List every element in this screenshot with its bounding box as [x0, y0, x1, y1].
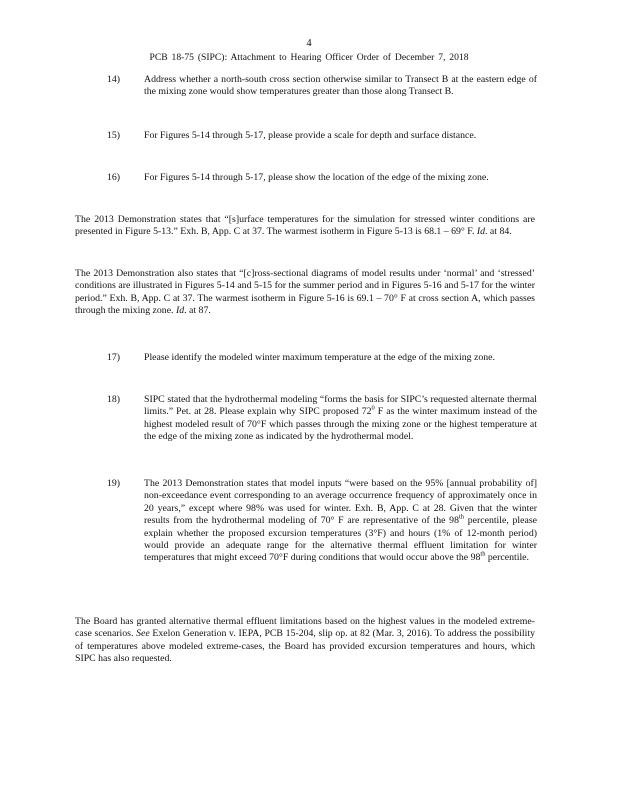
item-text: [144, 478, 537, 565]
item-number: 16): [107, 172, 121, 183]
superscript: 0: [371, 405, 375, 413]
numbered-item-18: [107, 394, 537, 444]
item-text: For Figures 5-14 through 5-17, please show the location of the edge of the mixing zone.: [144, 172, 489, 183]
item-text: For Figures 5-14 through 5-17, please provide a scale for depth and surface distance.: [144, 130, 477, 141]
citation-id: Id: [175, 305, 185, 317]
running-header: PCB 18-75 (SIPC): Attachment to Hearing Officer Order of December 7, 2018: [149, 52, 469, 63]
numbered-item-16: [107, 172, 537, 184]
numbered-item-15: [107, 130, 537, 142]
body-paragraph-2: [75, 268, 535, 318]
item-text-part: percentile.: [485, 552, 529, 564]
body-paragraph-1: [75, 214, 535, 239]
item-text-part: percentile, please explain whether the proposed excursion temperatures (3°F) and hours (1% of 12-month period) would provide an adequate range for the alternative thermal effluent limitation for winter temperatures that might exceed 70°F during conditions that would occur above the 98: [144, 515, 537, 564]
page-number: 4: [306, 38, 312, 49]
paragraph-text: The Board has granted alternative thermal effluent limitations based on the highest values in the modeled extreme-case scenarios.: [75, 616, 535, 640]
paragraph-text: Exelon Generation v. IEPA, PCB 15-204, slip op. at 82 (Mar. 3, 2016). To address the possibility of temperatures above modeled extreme-cases, the Board has provided excursion temperatures and hours, which SIPC has also requested.: [75, 628, 535, 665]
item-number: 17): [107, 352, 121, 363]
signal-see: See: [136, 628, 150, 640]
item-text: Please identify the modeled winter maximum temperature at the edge of the mixing zone.: [144, 352, 495, 363]
citation-rest: . at 87.: [184, 305, 211, 317]
item-number: 19): [107, 478, 121, 489]
body-paragraph-3: [75, 616, 535, 666]
numbered-item-14: [107, 74, 537, 99]
citation-rest: . at 84.: [485, 226, 512, 238]
paragraph-text: The 2013 Demonstration also states that “[c]ross-sectional diagrams of model results under ‘normal’ and ‘stressed’ conditions are illustrated in Figures 5-14 and 5-15 for the summer period and in Figures 5-16 and 5-17 for the winter period.” Exh. B, App. C at 37. The warmest isotherm in Figure 5-16 is 69.1 – 70° F at cross section A, which passes through the mixing zone.: [75, 268, 535, 317]
paragraph-text: The 2013 Demonstration states that “[s]urface temperatures for the simulation for stressed winter conditions are presented in Figure 5-13.” Exh. B, App. C at 37. The warmest isotherm in Figure 5-13 is 68.1 – 69° F.: [75, 214, 535, 238]
item-text-part: SIPC stated that the hydrothermal modeling “forms the basis for SIPC’s requested alternate thermal limits.” Pet. at 28. Please explain why SIPC proposed 72: [144, 394, 537, 418]
item-text: [144, 394, 537, 444]
item-text: Address whether a north-south cross section otherwise similar to Transect B at the eastern edge of the mixing zone would show temperatures greater than those along Transect B.: [144, 74, 537, 98]
item-number: 14): [107, 74, 121, 85]
item-number: 18): [107, 394, 121, 405]
item-number: 15): [107, 130, 121, 141]
superscript: th: [480, 551, 486, 559]
numbered-item-19: [107, 478, 537, 565]
item-text-part: F as the winter maximum instead of the highest modeled result of 70°F which passes through the mixing zone or the highest temperature at the edge of the mixing zone as indicated by the hydrothermal model.: [144, 406, 538, 443]
superscript: th: [458, 513, 465, 521]
numbered-item-17: [107, 352, 537, 364]
item-text-part: The 2013 Demonstration states that model inputs “were based on the 95% [annual probability of] non-exceedance event corresponding to an average occurrence frequency of approximately once in 20 years,” except where 98% was used for winter. Exh. B, App. C at 28. Given that the winter results from the hydrothermal modeling of 70° F are representative of the 98: [144, 478, 537, 527]
citation-id: Id: [476, 226, 486, 238]
